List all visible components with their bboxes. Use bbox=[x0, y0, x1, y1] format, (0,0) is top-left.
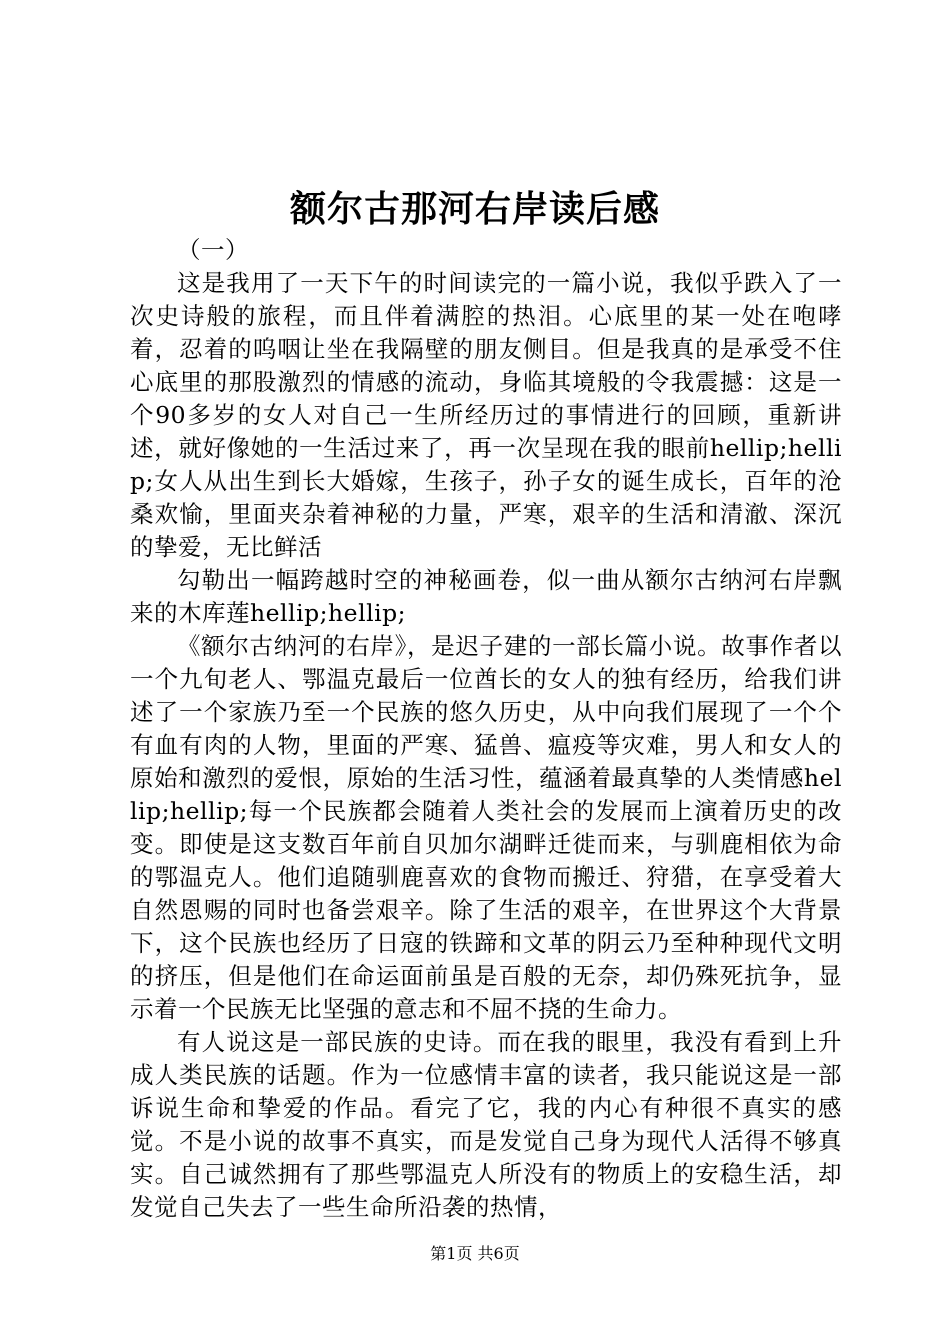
document-title: 额尔古那河右岸读后感 bbox=[289, 188, 660, 230]
page-footer: 第1页 共6页 bbox=[430, 1244, 520, 1263]
paragraph-4: 有人说这是一部民族的史诗。而在我的眼里，我没有看到上升成人类民族的话题。作为一位感情丰富的读者，我只能说这是一部诉说生命和挚爱的作品。看完了它，我的内心有种很不真实的感觉。不是小说的故事不真实，而是发觉自己身为现代人活得不够真实。自己诚然拥有了那些鄂温克人所没有的物质上的安稳生活，却发觉自己失去了一些生命所沿袭的热情， bbox=[130, 1028, 842, 1221]
paragraph-2: 勾勒出一幅跨越时空的神秘画卷，似一曲从额尔古纳河右岸飘来的木库莲hellip;hellip; bbox=[130, 566, 842, 627]
section-mark: （一） bbox=[177, 236, 249, 264]
paragraph-1: 这是我用了一天下午的时间读完的一篇小说，我似乎跌入了一次史诗般的旅程，而且伴着满腔的热泪。心底里的某一处在咆哮着，忍着的呜咽让坐在我隔壁的朋友侧目。但是我真的是承受不住心底里的那股激烈的情感的流动，身临其境般的令我震撼：这是一个90多岁的女人对自己一生所经历过的事情进行的回顾，重新讲述，就好像她的一生活过来了，再一次呈现在我的眼前hellip;hellip;女人从出生到长大婚嫁，生孩子，孙子女的诞生成长，百年的沧桑欢愉，里面夹杂着神秘的力量，严寒，艰辛的生活和清澈、深沉的挚爱，无比鲜活 bbox=[130, 269, 842, 561]
paragraph-3: 《额尔古纳河的右岸》，是迟子建的一部长篇小说。故事作者以一个九旬老人、鄂温克最后一位酋长的女人的独有经历，给我们讲述了一个家族乃至一个民族的悠久历史，从中向我们展现了一个个有血有肉的人物，里面的严寒、猛兽、瘟疫等灾难，男人和女人的原始和激烈的爱恨，原始的生活习性，蕴涵着最真挚的人类情感hellip;hellip;每一个民族都会随着人类社会的发展而上演着历史的改变。即使是这支数百年前自贝加尔湖畔迁徙而来，与驯鹿相依为命的鄂温克人。他们追随驯鹿喜欢的食物而搬迁、狩猎，在享受着大自然恩赐的同时也备尝艰辛。除了生活的艰辛，在世界这个大背景下，这个民族也经历了日寇的铁蹄和文革的阴云乃至种种现代文明的挤压，但是他们在命运面前虽是百般的无奈，却仍殊死抗争，显示着一个民族无比坚强的意志和不屈不挠的生命力。 bbox=[130, 632, 842, 1023]
document-body bbox=[130, 234, 842, 1224]
